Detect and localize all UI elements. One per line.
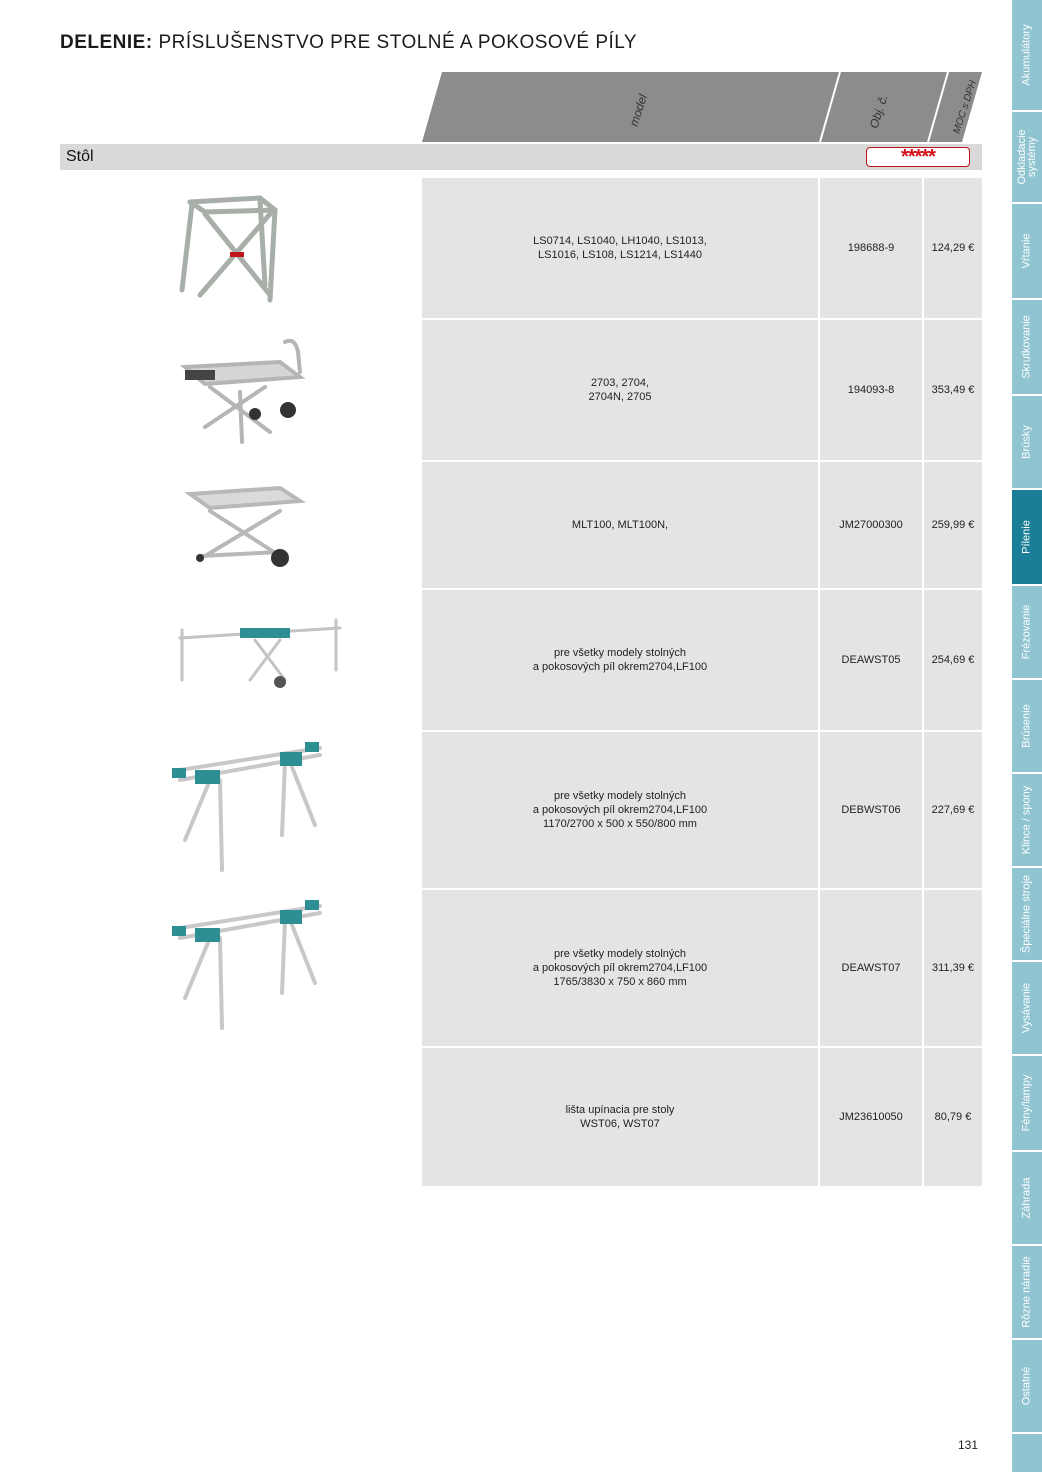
code-cell: DEAWST05 bbox=[820, 590, 922, 730]
table-row bbox=[60, 178, 982, 318]
stand-image bbox=[170, 332, 350, 452]
table-row bbox=[60, 1048, 982, 1186]
price-cell: 227,69 € bbox=[924, 732, 982, 888]
tab-skrutkovanie[interactable]: Skrutkovanie bbox=[1012, 300, 1042, 396]
price-cell: 353,49 € bbox=[924, 320, 982, 460]
model-cell: pre všetky modely stolných a pokosových píl okrem2704,LF100 1170/2700 x 500 x 550/800 mm bbox=[422, 732, 818, 888]
price-cell: 254,69 € bbox=[924, 590, 982, 730]
header-background bbox=[422, 72, 982, 142]
table-row bbox=[60, 890, 982, 1046]
code-cell: DEAWST07 bbox=[820, 890, 922, 1046]
tab-klince-spony[interactable]: Klince / spony bbox=[1012, 774, 1042, 868]
price-cell: 124,29 € bbox=[924, 178, 982, 318]
table-row bbox=[60, 732, 982, 888]
section-bar bbox=[60, 144, 982, 170]
model-cell: 2703, 2704, 2704N, 2705 bbox=[422, 320, 818, 460]
code-cell: JM23610050 bbox=[820, 1048, 922, 1186]
tab-feny-lampy[interactable]: Fény/lampy bbox=[1012, 1056, 1042, 1152]
tab-blank bbox=[1012, 1434, 1042, 1474]
model-cell: pre všetky modely stolných a pokosových píl okrem2704,LF100 1765/3830 x 750 x 860 mm bbox=[422, 890, 818, 1046]
table-header bbox=[422, 72, 982, 142]
header-code: Obj. č. bbox=[866, 92, 891, 130]
tab-vysavanie[interactable]: Vysávanie bbox=[1012, 962, 1042, 1056]
header-model: model bbox=[626, 92, 651, 128]
model-cell: MLT100, MLT100N, bbox=[422, 462, 818, 588]
price-cell: 259,99 € bbox=[924, 462, 982, 588]
code-cell: 198688-9 bbox=[820, 178, 922, 318]
tab-ostatne[interactable]: Ostatné bbox=[1012, 1340, 1042, 1434]
code-cell: 194093-8 bbox=[820, 320, 922, 460]
rating-stars: ***** bbox=[901, 146, 935, 168]
stand-image bbox=[170, 476, 350, 576]
table-row bbox=[60, 590, 982, 730]
price-cell: 311,39 € bbox=[924, 890, 982, 1046]
model-cell: lišta upínacia pre stoly WST06, WST07 bbox=[422, 1048, 818, 1186]
tab-zahrada[interactable]: Záhrada bbox=[1012, 1152, 1042, 1246]
tab-akumulatory[interactable]: Akumulátory bbox=[1012, 0, 1042, 112]
page-number: 131 bbox=[958, 1438, 979, 1452]
stand-image bbox=[170, 898, 350, 1038]
header-price: MOC s DPH bbox=[951, 79, 979, 135]
section-label: Stôl bbox=[66, 148, 94, 165]
price-cell: 80,79 € bbox=[924, 1048, 982, 1186]
table-row bbox=[60, 462, 982, 588]
tab-vrtanie[interactable]: Vŕtanie bbox=[1012, 204, 1042, 300]
stand-image bbox=[170, 610, 350, 700]
table-row bbox=[60, 320, 982, 460]
tab-specialne-stroje[interactable]: Špeciálne stroje bbox=[1012, 868, 1042, 962]
title-rest: PRÍSLUŠENSTVO PRE STOLNÉ A POKOSOVÉ PÍLY bbox=[158, 32, 638, 53]
tab-frezovanie[interactable]: Frézovanie bbox=[1012, 586, 1042, 680]
tab-pilenie[interactable]: Pílenie bbox=[1012, 490, 1042, 586]
tab-odkladacie-systemy[interactable]: Odkladacie systémy bbox=[1012, 112, 1042, 204]
tab-rozne-naradie[interactable]: Rôzne náradie bbox=[1012, 1246, 1042, 1340]
category-sidebar bbox=[1012, 0, 1042, 1474]
stand-image bbox=[170, 740, 350, 880]
model-cell: LS0714, LS1040, LH1040, LS1013, LS1016, LS108, LS1214, LS1440 bbox=[422, 178, 818, 318]
tab-brusenie[interactable]: Brúsenie bbox=[1012, 680, 1042, 774]
stand-image bbox=[170, 190, 350, 310]
tab-brusky[interactable]: Brúsky bbox=[1012, 396, 1042, 490]
model-cell: pre všetky modely stolných a pokosových píl okrem2704,LF100 bbox=[422, 590, 818, 730]
code-cell: DEBWST06 bbox=[820, 732, 922, 888]
rating-badge bbox=[866, 147, 970, 167]
page-title bbox=[60, 32, 637, 54]
code-cell: JM27000300 bbox=[820, 462, 922, 588]
title-bold: DELENIE: bbox=[60, 32, 153, 53]
